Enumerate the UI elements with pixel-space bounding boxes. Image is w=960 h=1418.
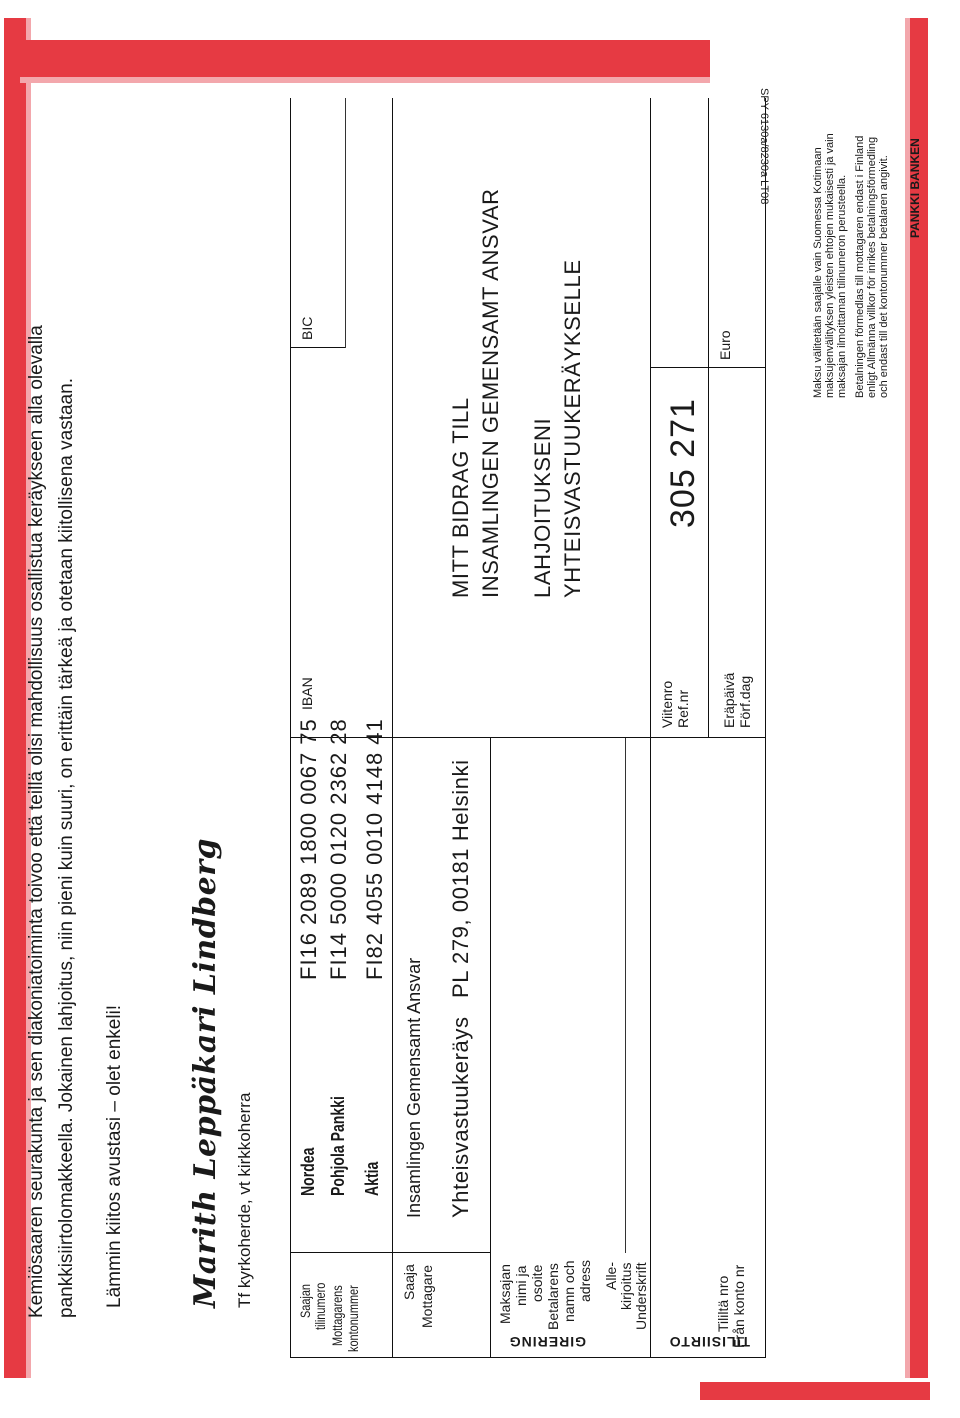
due-label-2: Förf.dag <box>737 675 753 728</box>
signature: Marith Leppäkari Lindberg <box>188 837 223 1308</box>
bank-account-aktia: FI82 4055 0010 4148 41 <box>362 718 387 980</box>
right-red-strip <box>20 40 710 78</box>
message-fi2: YHTEISVASTUUKERÄYKSELLE <box>560 259 585 598</box>
terms-sv-1: Betalningen förmedlas till mottagaren endast i Finland <box>854 135 866 398</box>
bank-name-pohjola: Pohjola Pankki <box>328 1096 348 1196</box>
iban-label: IBAN <box>299 677 315 710</box>
recipient-line2: Yhteisvastuukeräys <box>448 1016 473 1218</box>
tilisiirto-label: TILISIIRTO <box>668 1334 750 1350</box>
bank-footer: PANKKI BANKEN <box>908 138 922 238</box>
payer-label-5: namn och <box>561 1260 577 1322</box>
due-date-field[interactable] <box>712 373 760 658</box>
euro-label: Euro <box>717 330 733 360</box>
terms-fi-2: maksujenvälityksen yleisten ehtojen mukaisesti ja vain <box>824 133 836 398</box>
reference-number: 305 271 <box>664 398 702 528</box>
payer-label-2: nimi ja <box>513 1265 529 1306</box>
recipient-label-fi: Saaja <box>401 1264 417 1300</box>
recipient-label-sv: Mottagare <box>419 1264 435 1328</box>
account-label-fi2: tilinumero <box>312 1282 328 1330</box>
form-bic-rule <box>290 347 345 348</box>
giro-label: GIRERING <box>508 1334 586 1350</box>
from-account-label-1: Tililtä nro <box>715 1275 731 1332</box>
message-sv1: MITT BIDRAG TILL <box>448 397 473 598</box>
recipient-line1: Insamlingen Gemensamt Ansvar <box>404 957 424 1218</box>
payer-label-1: Maksajan <box>497 1264 513 1324</box>
terms-sv-2: enligt Allmänna villkor för inrikes betalningsförmedling <box>866 136 878 398</box>
form-top-rule <box>290 98 291 1358</box>
from-account-field[interactable] <box>712 743 760 1248</box>
form-payer-rule <box>490 738 491 1358</box>
from-account-label-2: Från konto nr <box>731 1264 747 1348</box>
bank-account-pohjola: FI14 5000 0120 2362 28 <box>326 718 351 980</box>
payer-label-3: osoite <box>529 1264 545 1302</box>
signature-label-2: kirjoitus <box>618 1262 634 1310</box>
letter-thanks: Lämmin kiitos avustasi – olet enkeli! <box>104 1004 125 1308</box>
form-ref-rule <box>650 98 651 1358</box>
payer-name-field[interactable] <box>494 743 589 1248</box>
form-bottom-rule <box>765 98 766 1358</box>
form-code: SPY 6130a/8230a LT08 <box>758 88 770 205</box>
form-recipient-rule <box>392 98 393 1358</box>
message-sv2: INSAMLINGEN GEMENSAMT ANSVAR <box>478 188 503 598</box>
signature-label-3: Underskrift <box>633 1262 649 1330</box>
form-due-rule <box>708 98 709 738</box>
terms-sv-3: och endast till det kontonummer betalaren angivit. <box>878 155 890 398</box>
terms-fi-3: maksajan ilmoittaman tilinumeron perusteella. <box>836 174 848 398</box>
recipient-address: PL 279, 00181 Helsinki <box>448 759 473 998</box>
account-label-fi: Saajan <box>297 1283 313 1318</box>
signature-field[interactable] <box>596 743 624 1248</box>
letter-paragraph-line2: pankkisiirtolomakkeella. Jokainen lahjoitus, niin pieni kuin suuri, on erittäin tärkeä ja otetaan kiitollisena vastaan. <box>56 378 77 1318</box>
letter-paragraph-line1: Kemiösaaren seurakunta ja sen diakoniatoiminta toivoo että teillä olisi mahdollisuus osallistua keräykseen alla olevalla <box>26 325 47 1318</box>
payer-label-4: Betalarens <box>545 1263 561 1330</box>
amount-field[interactable] <box>712 103 760 318</box>
form-label-col-rule <box>290 1252 490 1253</box>
message-fi1: LAHJOITUKSENI <box>530 417 555 598</box>
signature-label-1: Alle- <box>603 1261 619 1290</box>
account-label-sv: Mottagarens <box>329 1285 345 1346</box>
bank-name-aktia: Aktia <box>362 1161 382 1196</box>
left-red-strip <box>700 1382 930 1400</box>
account-label-sv2: kontonummer <box>345 1285 361 1352</box>
ref-label-1: Viitenro <box>659 680 675 728</box>
due-label-1: Eräpäivä <box>721 672 737 728</box>
form-bic-under <box>345 98 346 348</box>
form-left-rule <box>290 1357 765 1358</box>
signature-line <box>625 738 626 1253</box>
bank-account-nordea: FI16 2089 1800 0067 75 <box>296 718 321 980</box>
ref-label-2: Ref.nr <box>675 689 691 728</box>
right-pink-strip <box>20 77 710 83</box>
form-euro-rule <box>650 367 765 368</box>
bic-label: BIC <box>299 316 315 340</box>
signer-title: Tf kyrkoherde, vt kirkkoherra <box>235 1092 254 1308</box>
bank-name-nordea: Nordea <box>298 1147 318 1196</box>
terms-fi-1: Maksu välitetään saajalle vain Suomessa Kotimaan <box>812 147 824 398</box>
payer-label-6: adress <box>577 1259 593 1302</box>
